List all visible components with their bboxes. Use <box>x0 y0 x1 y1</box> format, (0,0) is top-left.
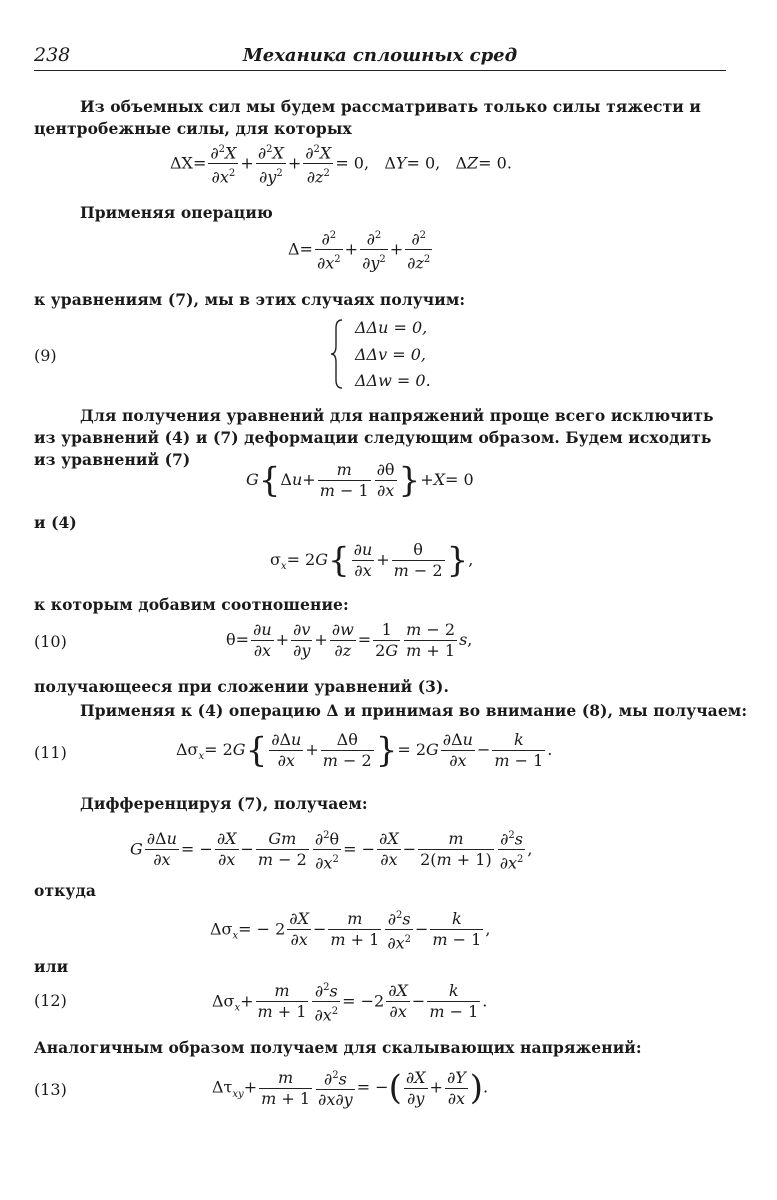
system-line-v: ΔΔv = 0, <box>355 345 426 364</box>
equation-label-11: (11) <box>34 743 67 762</box>
paragraph-to-equations-7: к уравнениям (7), мы в этих случаях получим: <box>34 290 466 309</box>
equation-label-10: (10) <box>34 632 67 651</box>
paragraph-body-forces: Из объемных сил мы будем рассматривать только силы тяжести и центробежные силы, для которых <box>34 97 701 138</box>
equation-laplace-operator: Δ= $\frac{\partial^2}{\partial x^2}$ + $\frac{\partial^2}{\partial y^2}$ + $\frac{\partial^2}{\partial z^2}$ <box>288 226 434 274</box>
paragraph-adding-equations-3: получающееся при сложении уравнений (3). <box>34 677 449 696</box>
equation-laplacian-sigma: $\Delta\sigma_x= 2G${ $\frac{\partial\Delta u}{\partial x}$ + $\frac{\Delta\theta}{m - 2}$ }= 2G $\frac{\partial\Delta u}{\partial x}$ − $\frac{k}{m - 1}$ . <box>176 730 553 771</box>
equation-laplacian-sigma-result: $\Delta\sigma_x= - 2$ $\frac{\partial X}{\partial x}$ − $\frac{m}{m + 1}$ $\frac{\partial^2s}{\partial x^2}$ − $\frac{k}{m - 1}$ , <box>210 906 490 954</box>
paragraph-applying-to-4: Применяя к (4) операцию Δ и принимая во внимание (8), мы получаем: <box>80 701 748 720</box>
system-line-u: ΔΔu = 0, <box>355 318 428 337</box>
equation-13: $\Delta\tau_{xy}+$ $\frac{m}{m + 1}$ $\frac{\partial^2s}{\partial x\partial y}$ = −( $\frac{\partial X}{\partial y}$ + $\frac{\partial Y}{\partial x}$ ). <box>212 1067 489 1110</box>
system-line-w: ΔΔw = 0. <box>355 371 431 390</box>
page-number: 238 <box>34 44 71 66</box>
running-title: Механика сплошных сред <box>242 45 518 66</box>
page-header <box>34 44 726 71</box>
paragraph-shear-stresses: Аналогичным образом получаем для скалывающих напряжений: <box>34 1038 642 1057</box>
system-brace <box>330 318 346 390</box>
paragraph-or: или <box>34 957 69 976</box>
equation-label-13: (13) <box>34 1080 67 1099</box>
paragraph-differentiating: Дифференцируя (7), получаем: <box>80 794 368 813</box>
equation-label-12: (12) <box>34 991 67 1010</box>
paragraph-and-4: и (4) <box>34 513 77 532</box>
paragraph-add-relation: к которым добавим соотношение: <box>34 595 349 614</box>
equation-label-9: (9) <box>34 346 57 365</box>
equation-lame-x: G{Δu+ $\frac{m}{m - 1}$ $\frac{\partial\theta}{\partial x}$ }+X= 0 <box>246 460 474 501</box>
equation-differentiated-7: G $\frac{\partial\Delta u}{\partial x}$ = − $\frac{\partial X}{\partial x}$ − $\frac{Gm}{m - 2}$ $\frac{\partial^2\theta}{\partial x^2}$ = − $\frac{\partial X}{\partial x}$ − $\frac{m}{2(m + 1)}$ $\frac{\partial^2s}{\partial x^2}$ , <box>130 826 533 874</box>
equation-dilatation: θ= $\frac{\partial u}{\partial x}$ + $\frac{\partial v}{\partial y}$ + $\frac{\partial w}{\partial z}$ = $\frac{1}{2G}$ $\frac{m - 2}{m + 1}$ s, <box>226 620 473 660</box>
paragraph-applying-operation: Применяя операцию <box>80 203 273 222</box>
paragraph-stress-equations: Для получения уравнений для напряжений проще всего исключить из уравнений (4) и (7) деформации следующим образом. Будем исходить из уравнений (7) <box>34 406 714 469</box>
equation-sigma-x: $\sigma_x= 2G${ $\frac{\partial u}{\partial x}$ + $\frac{\theta}{m - 2}$ }, <box>270 540 474 581</box>
paragraph-whence: откуда <box>34 881 97 900</box>
equation-12: $\Delta\sigma_x+$ $\frac{m}{m + 1}$ $\frac{\partial^2s}{\partial x^2}$ = −2 $\frac{\partial X}{\partial x}$ − $\frac{k}{m - 1}$ . <box>212 978 487 1026</box>
equation-laplace-body-force: ΔX= $\frac{\partial^2X}{\partial x^2}$ + $\frac{\partial^2X}{\partial y^2}$ + $\frac{\partial^2X}{\partial z^2}$ = 0, ΔY= 0, ΔZ= 0. <box>170 140 512 188</box>
